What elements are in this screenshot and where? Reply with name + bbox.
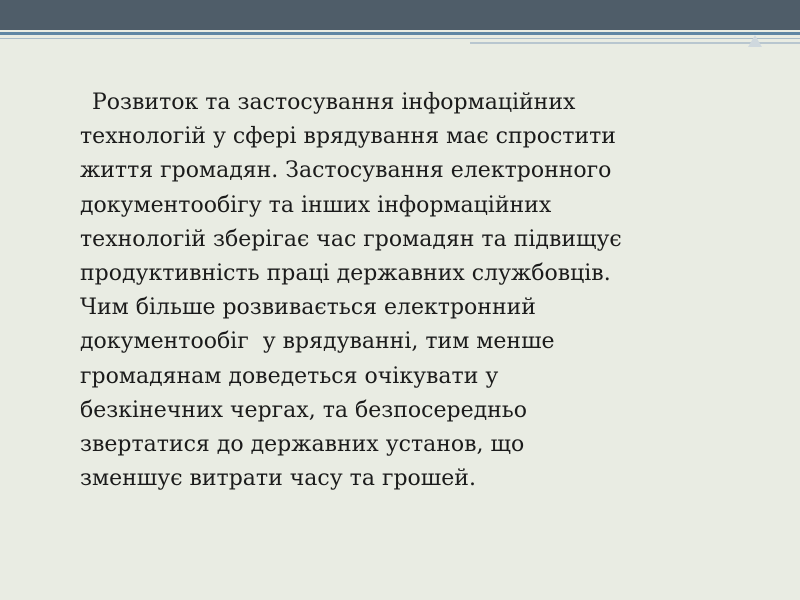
paragraph-line: Чим більше розвивається електронний xyxy=(80,295,536,321)
paragraph-line: технологій у сфері врядування має спростити xyxy=(80,124,616,150)
paragraph-line: технологій зберігає час громадян та підвищує xyxy=(80,226,622,252)
paragraph-line: життя громадян. Застосування електронного xyxy=(80,158,612,184)
paragraph-line: документообігу та інших інформаційних xyxy=(80,192,552,218)
triangle-marker-icon xyxy=(748,35,762,47)
paragraph-line: документообіг у врядуванні, тим менше xyxy=(80,329,555,355)
header-band xyxy=(0,0,800,30)
header-accent-line xyxy=(0,32,800,35)
paragraph-line: продуктивність праці державних службовців. xyxy=(80,261,611,287)
slide-paragraph xyxy=(80,86,770,496)
paragraph-line: звертатися до державних установ, що xyxy=(80,432,525,458)
paragraph-line: зменшує витрати часу та грошей. xyxy=(80,466,476,492)
header-thin-line xyxy=(0,38,800,39)
paragraph-line: громадянам доведеться очікувати у xyxy=(80,363,499,389)
paragraph-line: безкінечних чергах, та безпосередньо xyxy=(80,397,528,423)
paragraph-line: Розвиток та застосування інформаційних xyxy=(92,90,576,115)
